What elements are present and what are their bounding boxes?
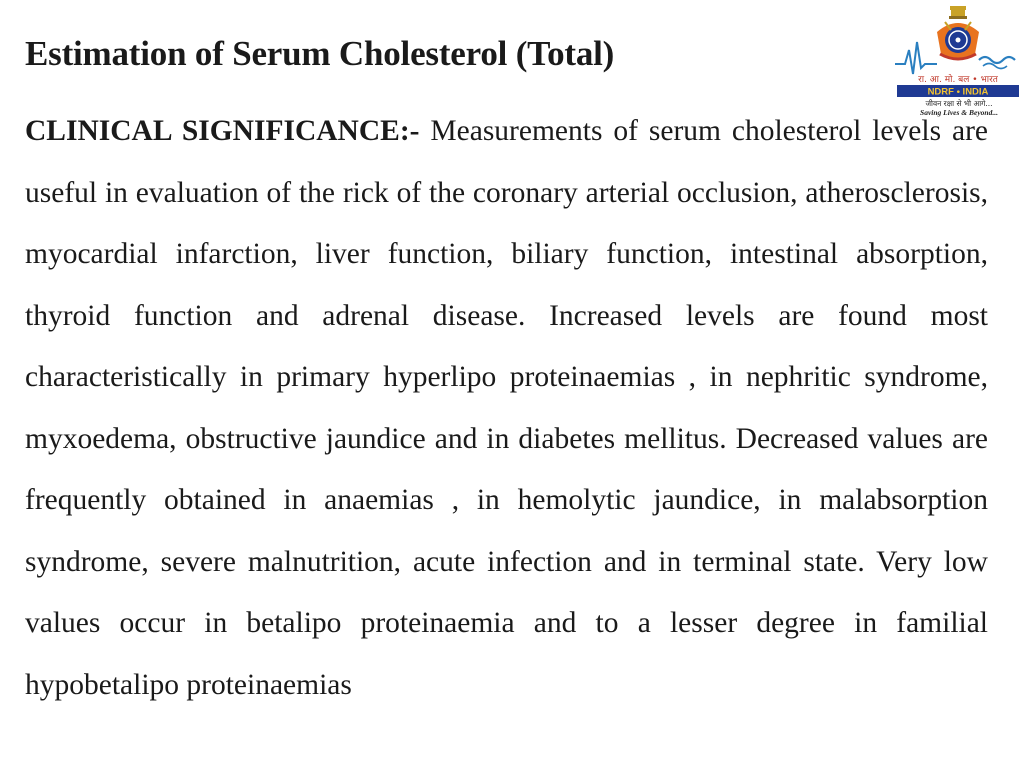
ecg-line-icon [895, 42, 937, 74]
section-body: Measurements of serum cholesterol levels are useful in evaluation of the rick of the coronary arterial occlusion, atherosclerosis, myocardial infarction, liver function, biliary function, intestinal absorption, thyroid function and adrenal disease. Increased levels are found most characteristically in primary hyperlipo proteinaemias , in nephritic syndrome, myxoedema, obstructive jaundice and in diabetes mellitus. Decreased values are frequently obtained in anaemias , in hemolytic jaundice, in malabsorption syndrome, severe malnutrition, acute infection and in terminal state. Very low values occur in betalipo proteinaemia and to a lesser degree in familial hypobetalipo proteinaemias [25, 115, 988, 701]
emblem-icon [949, 6, 967, 19]
badge-icon [937, 22, 979, 60]
clinical-significance-paragraph [25, 101, 988, 716]
slide-title: Estimation of Serum Cholesterol (Total) [25, 34, 615, 73]
logo-hindi-line: रा. आ. मो. बल • भारत [918, 75, 998, 85]
ndrf-logo [893, 2, 1023, 117]
wave-icon [979, 57, 1015, 63]
section-lead: CLINICAL SIGNIFICANCE:- [25, 115, 420, 147]
logo-org: NDRF • INDIA [927, 86, 989, 98]
logo-tagline-hindi: जीवन रक्षा से भी आगे... [925, 99, 993, 108]
logo-tagline-en: Saving Lives & Beyond... [920, 108, 998, 117]
